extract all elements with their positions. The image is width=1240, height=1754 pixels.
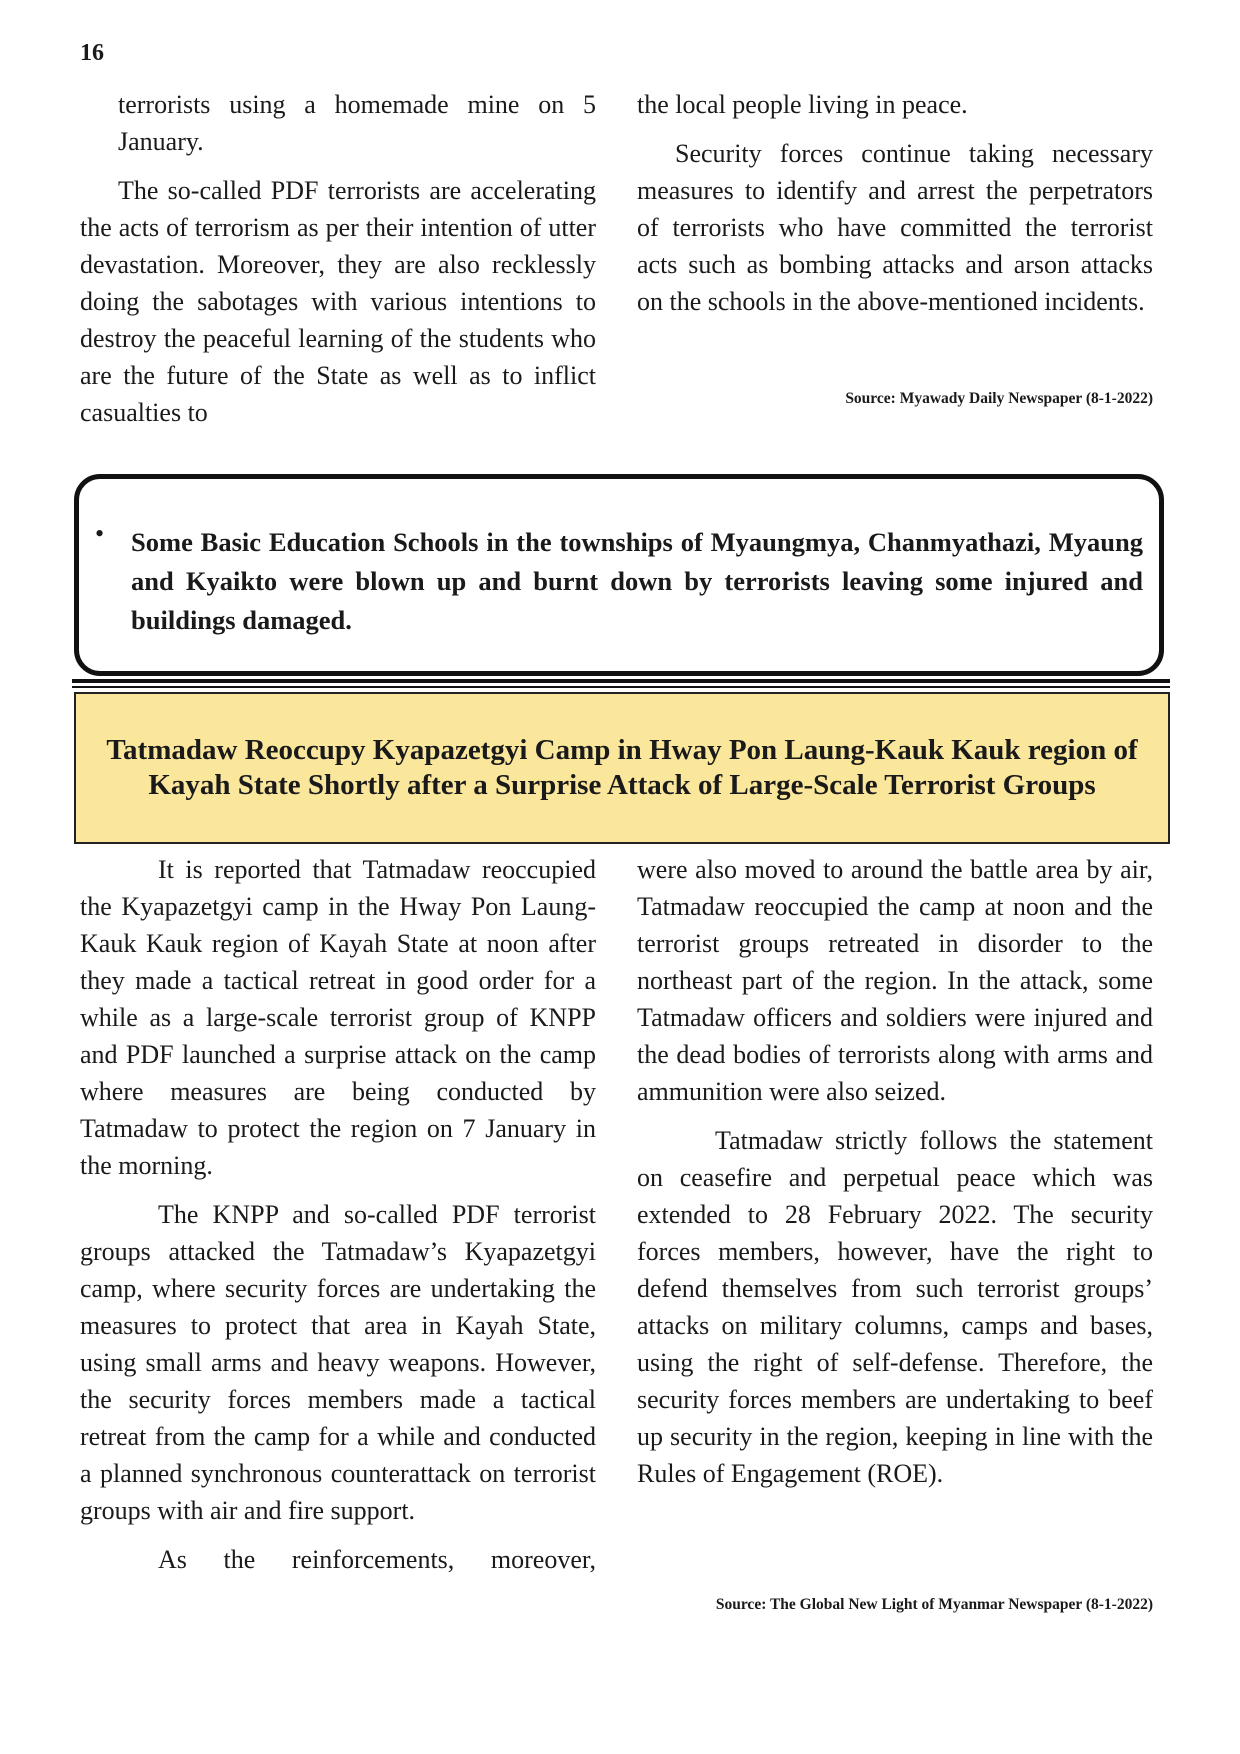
divider-rule-thin (72, 686, 1170, 688)
headline-box (74, 692, 1170, 844)
article-left-paragraph-2: The KNPP and so-called PDF terrorist groups attacked the Tatmadaw’s Kyapazetgyi camp, where security forces are undertaking the measures to protect that area in Kayah State, using small arms and heavy weapons. However, the security forces members made a tactical retreat from the camp for a while and conducted a planned synchronous counterattack on terrorist groups with air and fire support. (80, 1200, 596, 1525)
article-right-column (637, 851, 1153, 1504)
article-left-paragraph-3: As the reinforcements, moreover, (158, 1545, 596, 1574)
top-source-credit: Source: Myawady Daily Newspaper (8-1-2022) (845, 390, 1153, 407)
article-right-paragraph-1: were also moved to around the battle area by air, Tatmadaw reoccupied the camp at noon and the terrorist groups retreated in disorder to the northeast part of the region. In the attack, some Tatmadaw officers and soldiers were injured and the dead bodies of terrorists along with arms and ammunition were also seized. (637, 855, 1153, 1106)
top-right-paragraph-1: the local people living in peace. (637, 90, 968, 119)
article-headline: Tatmadaw Reoccupy Kyapazetgyi Camp in Hway Pon Laung-Kauk Kauk region of Kayah State Shortly after a Surprise Attack of Large-Scale Terrorist Groups (106, 734, 1138, 801)
bullet-icon: • (95, 519, 105, 548)
top-left-paragraph-1: terrorists using a homemade mine on 5 January. (118, 90, 596, 156)
page-number: 16 (80, 40, 104, 66)
callout-text: Some Basic Education Schools in the townships of Myaungmya, Chanmyathazi, Myaung and Kyaikto were blown up and burnt down by terrorists leaving some injured and buildings damaged. (131, 527, 1143, 635)
top-left-column (80, 86, 596, 443)
article-left-column (80, 851, 596, 1590)
top-right-column (637, 86, 1153, 332)
top-left-paragraph-2: The so-called PDF terrorists are accelerating the acts of terrorism as per their intention of utter devastation. Moreover, they are also recklessly doing the sabotages with various intentions to destroy the peaceful learning of the students who are the future of the State as well as to inflict casualties to (80, 176, 596, 427)
top-right-paragraph-2: Security forces continue taking necessary measures to identify and arrest the perpetrators of terrorists who have committed the terrorist acts such as bombing attacks and arson attacks on the schools in the above-mentioned incidents. (637, 139, 1153, 316)
article-source-credit: Source: The Global New Light of Myanmar Newspaper (8-1-2022) (715, 1596, 1153, 1613)
article-right-paragraph-2: Tatmadaw strictly follows the statement on ceasefire and perpetual peace which was extended to 28 February 2022. The security forces members, however, have the right to defend themselves from such terrorist groups’ attacks on military columns, camps and bases, using the right of self-defense. Therefore, the security forces members are undertaking to beef up security in the region, keeping in line with the Rules of Engagement (ROE). (637, 1126, 1153, 1488)
callout-box (74, 474, 1164, 676)
article-left-paragraph-1: It is reported that Tatmadaw reoccupied the Kyapazetgyi camp in the Hway Pon Laung-Kauk Kauk region of Kayah State at noon after they made a tactical retreat in good order for a while as a large-scale terrorist group of KNPP and PDF launched a surprise attack on the camp where measures are being conducted by Tatmadaw to protect the region on 7 January in the morning. (80, 855, 596, 1180)
divider-rule-thick (72, 679, 1170, 683)
